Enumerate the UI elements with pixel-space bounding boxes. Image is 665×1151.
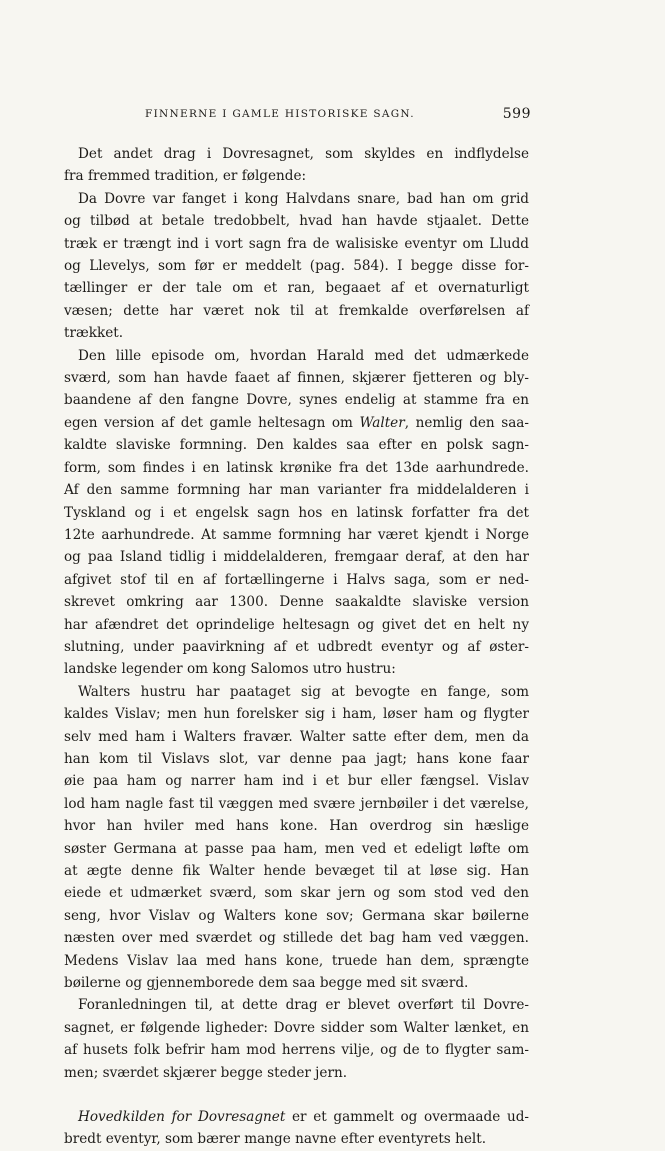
text-line: landske legender om kong Salomos utro hustru: bbox=[64, 661, 396, 678]
text-line: trækket. bbox=[64, 325, 124, 342]
text-line: bredt eventyr, som bærer mange navne efter eventyrets helt. bbox=[64, 1131, 487, 1148]
text-line: eiede et udmærket sværd, som skar jern og som stod ved den bbox=[64, 885, 529, 902]
text-line: Foranledningen til, at dette drag er blevet overført til Dovre- bbox=[78, 997, 529, 1014]
text-line: 12te aarhundrede. At samme formning har været kjendt i Norge bbox=[64, 526, 529, 543]
text-line: og paa Island tidlig i middelalderen, fremgaar deraf, at den har bbox=[64, 549, 529, 566]
page-header bbox=[145, 108, 531, 120]
text-line: sagnet, er følgende ligheder: Dovre sidder som Walter lænket, en bbox=[64, 1019, 529, 1036]
italic-text: Walter bbox=[359, 414, 405, 431]
text-line: næsten over med sværdet og stillede det bag ham ved væggen. bbox=[64, 930, 529, 947]
text-line: Af den samme formning har man varianter fra middelalderen i bbox=[64, 482, 529, 499]
text-line: men; sværdet skjærer begge steder jern. bbox=[64, 1064, 348, 1081]
text-line: Hovedkilden for Dovresagnet er et gammelt og overmaade ud- bbox=[78, 1109, 530, 1126]
text-line: træk er trængt ind i vort sagn fra de walisiske eventyr om Lludd bbox=[64, 235, 529, 252]
text-line: Medens Vislav laa med hans kone, truede han dem, sprængte bbox=[64, 952, 529, 969]
text-line: af husets folk befrir ham mod herrens vilje, og de to flygter sam- bbox=[64, 1042, 529, 1059]
running-title: FINNERNE I GAMLE HISTORISKE SAGN. bbox=[145, 108, 415, 120]
text-line: hvor han hviler med hans kone. Han overdrog sin hæslige bbox=[64, 818, 529, 835]
text-line: form, som findes i en latinsk krønike fra det 13de aarhundrede. bbox=[64, 459, 529, 476]
text-line: skrevet omkring aar 1300. Denne saakaldte slaviske version bbox=[64, 594, 529, 611]
text-line: bøilerne og gjennemborede dem saa begge med sit sværd. bbox=[64, 975, 469, 992]
text-line: baandene af den fangne Dovre, synes endelig at stamme fra en bbox=[64, 392, 529, 409]
text-line: Den lille episode om, hvordan Harald med det udmærkede bbox=[78, 347, 529, 364]
page-number: 599 bbox=[502, 106, 531, 122]
text-line: slutning, under paavirkning af et udbredt eventyr og af øster- bbox=[64, 638, 529, 655]
text-line: Tyskland og i et engelsk sagn hos en latinsk forfatter fra det bbox=[64, 504, 529, 521]
text-line: øie paa ham og narrer ham ind i et bur eller fængsel. Vislav bbox=[64, 773, 529, 790]
text-line: sværd, som han havde faaet af finnen, skjærer fjetteren og bly- bbox=[64, 370, 529, 387]
text-line: tællinger er der tale om et ran, begaaet af et overnaturligt bbox=[64, 280, 529, 297]
paragraph-gap bbox=[64, 1084, 529, 1106]
text-line: kaldte slaviske formning. Den kaldes saa efter en polsk sagn- bbox=[64, 437, 529, 454]
text-line: han kom til Vislavs slot, var denne paa jagt; hans kone faar bbox=[64, 750, 529, 767]
text-line: selv med ham i Walters fravær. Walter satte efter dem, men da bbox=[64, 728, 529, 745]
text-line: søster Germana at passe paa ham, men ved et edeligt løfte om bbox=[64, 840, 529, 857]
text-line: og Llevelys, som før er meddelt (pag. 584). I begge disse for- bbox=[64, 258, 529, 275]
text-line: Da Dovre var fanget i kong Halvdans snare, bad han om grid bbox=[78, 190, 529, 207]
body-text bbox=[64, 143, 529, 1151]
text-line: Det andet drag i Dovresagnet, som skyldes en indflydelse bbox=[78, 146, 529, 162]
text-line: væsen; dette har været nok til at fremkalde overførelsen af bbox=[64, 302, 529, 319]
text-line: fra fremmed tradition, er følgende: bbox=[64, 168, 307, 185]
text-line: afgivet stof til en af fortællingerne i Halvs saga, som er ned- bbox=[64, 571, 529, 588]
text-line: kaldes Vislav; men hun forelsker sig i ham, løser ham og flygter bbox=[64, 706, 529, 723]
text-line: lod ham nagle fast til væggen med svære jernbøiler i det værelse, bbox=[64, 795, 529, 812]
text-line: seng, hvor Vislav og Walters kone sov; Germana skar bøilerne bbox=[64, 907, 529, 924]
text-line: og tilbød at betale tredobbelt, hvad han havde stjaalet. Dette bbox=[64, 213, 529, 230]
text-line: Walters hustru har paataget sig at bevogte en fange, som bbox=[78, 683, 529, 700]
italic-text: Hovedkilden for Dovresagnet bbox=[78, 1109, 286, 1126]
text-line: har afændret det oprindelige heltesagn og givet det en helt ny bbox=[64, 616, 529, 633]
text-line: egen version af det gamle heltesagn om Walter, nemlig den saa- bbox=[64, 414, 530, 431]
text-line: at ægte denne fik Walter hende bevæget til at løse sig. Han bbox=[64, 863, 529, 879]
